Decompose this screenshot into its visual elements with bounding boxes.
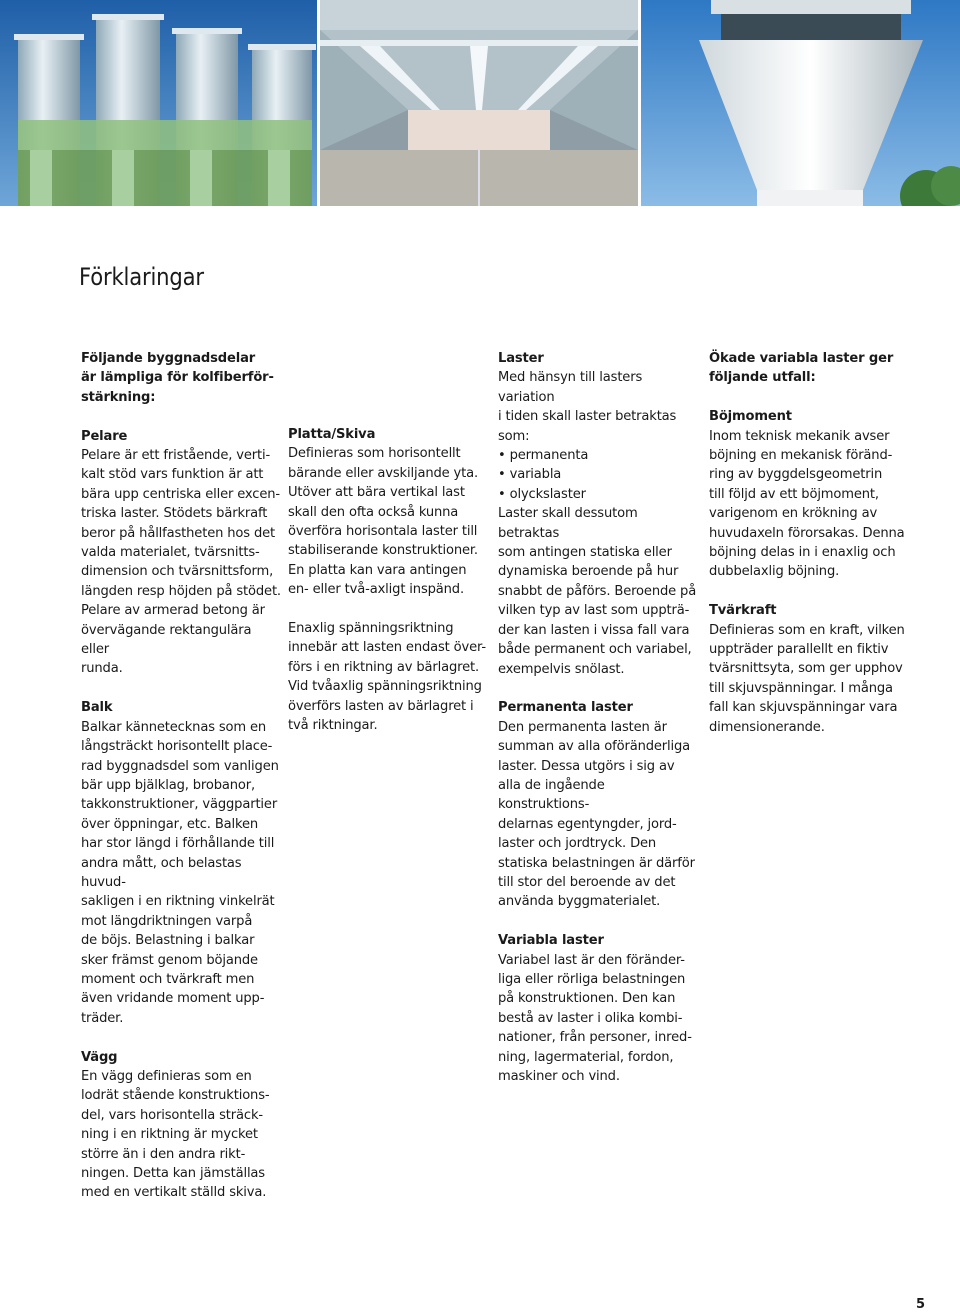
platta-text: Definieras som horisontellt bärande eller avskiljande yta. Utöver att bära vertikal last skall den ofta också kunna överföra horisontala laster till stabiliserande konstruktioner. En platta kan vara antingen en- eller två-axligt inspänd. bbox=[288, 446, 479, 598]
pelare-heading: Pelare bbox=[81, 428, 128, 444]
vagg-heading: Vägg bbox=[81, 1049, 118, 1065]
column-3 bbox=[498, 349, 698, 1086]
variabla-laster-text: Variabel last är den föränder- liga eller rörliga belastningen på konstruktionen. Den kan bestå av laster i olika kombi- nationer, från personer, inred- ning, lagermaterial, fordon, maskiner och vind. bbox=[498, 952, 692, 1084]
parking-garage-ceiling-photo bbox=[320, 0, 638, 206]
bullet-item: • olyckslaster bbox=[498, 485, 698, 504]
column-2 bbox=[288, 425, 488, 735]
laster-text: Med hänsyn till lasters variation i tiden skall laster betraktas som: bbox=[498, 370, 677, 444]
pelare-text: Pelare är ett fristående, verti- kalt stöd vars funktion är att bära upp centriska eller excen- triska laster. Stödets bärkraft beror på hållfastheten hos det valda materialet, tvärsnitts- dimension och tvärsnittsform, längden resp höjden på stödet. Pelare av armerad betong är övervägande rektangulära eller runda. bbox=[81, 448, 281, 677]
vagg-text: En vägg definieras som en lodrät stående konstruktions- del, vars horisontella sträck- ning i en riktning är mycket större än i den andra rikt- ningen. Detta kan jämställas med en vertikalt ställd skiva. bbox=[81, 1068, 270, 1201]
platta-heading: Platta/Skiva bbox=[288, 427, 376, 442]
laster-heading: Laster bbox=[498, 351, 544, 366]
laster-text-2: Laster skall dessutom betraktas som antingen statiska eller dynamiska beroende på hur snabbt de påförs. Beroende på vilken typ av last som uppträ- der kan lasten i vissa fall vara både permanent och variabel, exempelvis snölast. bbox=[498, 506, 697, 677]
silos-photo bbox=[0, 0, 317, 206]
balk-heading: Balk bbox=[81, 700, 113, 716]
variabla-laster-heading: Variabla laster bbox=[498, 933, 604, 949]
balk-text: Balkar kännetecknas som en långsträckt horisontellt place- rad byggnadsdel som vanligen bär upp bjälklag, brobanor, takkonstruktioner, väggpartier över öppningar, etc. Balken har stor längd i förhållande till andra mått, och belastas huvud- sakligen i en riktning vinkelrät mot längdriktningen varpå de böjs. Belastning i balkar sker främst genom böjande moment och tvärkraft men även vridande moment upp- träder. bbox=[81, 719, 279, 1026]
bojmoment-heading: Böjmoment bbox=[709, 409, 792, 425]
laster-bullet-list bbox=[498, 446, 698, 504]
bullet-item: • variabla bbox=[498, 465, 698, 484]
bullet-item: • permanenta bbox=[498, 446, 698, 465]
bojmoment-text: Inom teknisk mekanik avser böjning en mekanisk föränd- ring av byggdelsgeometrin till följd av ett böjmoment, varigenom en krökning av huvudaxeln förorsakas. Denna böjning delas in i enaxlig och dubbelaxlig böjning. bbox=[709, 428, 905, 580]
column-1 bbox=[81, 349, 281, 1203]
permanenta-laster-text: Den permanenta lasten är summan av alla oföränderliga laster. Dessa utgörs i sig av alla de ingående konstruktions- delarnas egentyngder, jord- laster och jordtryck. Den statiska belastningen är därför till stor del beroende av det använda byggmaterialet. bbox=[498, 719, 695, 910]
spanningsriktning-text: Enaxlig spänningsriktning innebär att lasten endast över- förs i en riktning av bärlagret. Vid tvåaxlig spänningsriktning överförs lasten av bärlagret i två riktningar. bbox=[288, 621, 487, 734]
page-number: 5 bbox=[916, 1297, 926, 1312]
tvarkraft-text: Definieras som en kraft, vilken uppträder parallellt en fiktiv tvärsnittsyta, som ger upphov till skjuvspänningar. I många fall kan skjuvspänningar vara dimensionerande. bbox=[709, 622, 905, 735]
okade-laster-heading: Ökade variabla laster ger följande utfall: bbox=[709, 351, 894, 386]
tvarkraft-heading: Tvärkraft bbox=[709, 603, 777, 619]
column-4 bbox=[709, 349, 909, 737]
intro-heading: Följande byggnadsdelar är lämpliga för kolfiberför- stärkning: bbox=[81, 351, 274, 405]
page-title: Förklaringar bbox=[79, 263, 204, 291]
permanenta-laster-heading: Permanenta laster bbox=[498, 700, 633, 716]
water-tower-photo bbox=[641, 0, 960, 206]
